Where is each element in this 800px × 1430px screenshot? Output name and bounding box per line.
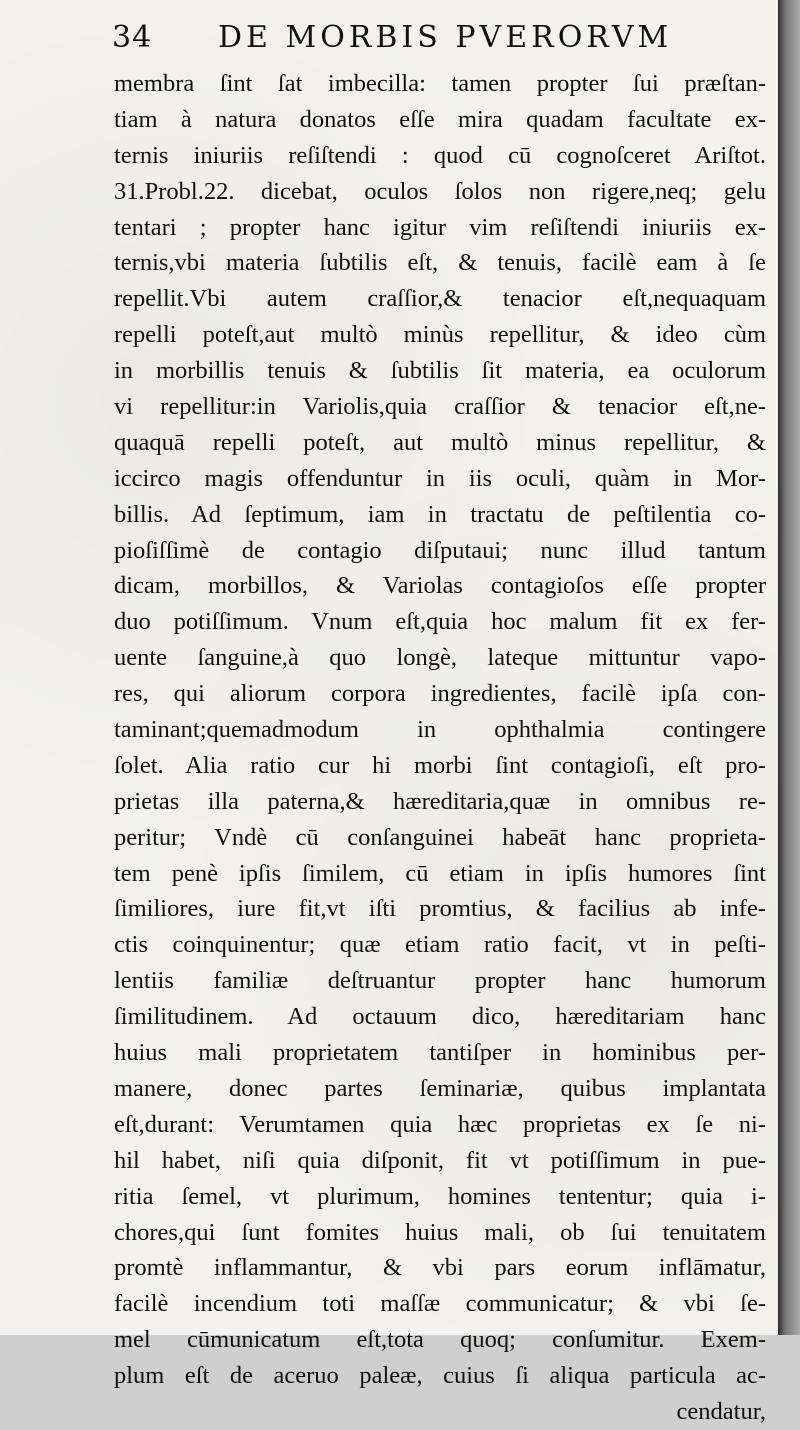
text-line: duo potiſſimum. Vnum eſt,quia hoc malum fit ex fer- xyxy=(114,608,766,636)
page-number: 34 xyxy=(112,20,153,55)
text-line: pioſiſſimè de contagio diſputaui; nunc illud tantum xyxy=(114,536,766,564)
text-line: ctis coinquinentur; quæ etiam ratio facit, vt in peſti- xyxy=(114,931,766,959)
running-title: DE MORBIS PVERORVM xyxy=(218,20,673,55)
text-line: repelli poteſt,aut multò minùs repellitur, & ideo cùm xyxy=(114,321,766,349)
text-line: hil habet, niſi quia diſponit, fit vt potiſſimum in pue- xyxy=(114,1146,766,1174)
text-line: repellit.Vbi autem craſſior,& tenacior eſt,nequaquam xyxy=(114,285,766,313)
text-line: taminant;quemadmodum in ophthalmia contingere xyxy=(114,716,766,744)
text-line: manere, donec partes ſeminariæ, quibus implantata xyxy=(114,1074,766,1102)
text-line: ritia ſemel, vt plurimum, homines tententur; quia i- xyxy=(114,1182,766,1210)
text-line: 31.Probl.22. dicebat, oculos ſolos non rigere,neq; gelu xyxy=(114,177,766,205)
text-line: vi repellitur:in Variolis,quia craſſior & tenacior eſt,ne- xyxy=(114,393,766,421)
text-line: billis. Ad ſeptimum, iam in tractatu de peſtilentia co- xyxy=(114,500,766,528)
text-line: dicam, morbillos, & Variolas contagioſos eſſe propter xyxy=(114,572,766,600)
text-line: huius mali proprietatem tantiſper in hominibus per- xyxy=(114,1039,766,1067)
text-line: tentari ; propter hanc igitur vim reſiſtendi iniuriis ex- xyxy=(114,213,766,241)
text-line: promtè inflammantur, & vbi pars eorum inflāmatur, xyxy=(114,1254,766,1282)
text-line: in morbillis tenuis & ſubtilis ſit materia, ea oculorum xyxy=(114,357,766,385)
text-line: peritur; Vndè cū conſanguinei habeāt hanc proprieta- xyxy=(114,823,766,851)
text-line: eſt,durant: Verumtamen quia hæc proprietas ex ſe ni- xyxy=(114,1110,766,1138)
page-header xyxy=(112,18,752,64)
text-line: membra ſint ſat imbecilla: tamen propter ſui præſtan- xyxy=(114,70,766,97)
text-line: ſolet. Alia ratio cur hi morbi ſint contagioſi, eſt pro- xyxy=(114,751,766,779)
book-gutter-edge xyxy=(778,0,800,1335)
text-line: tem penè ipſis ſimilem, cū etiam in ipſis humores ſint xyxy=(114,859,766,887)
text-line: iccirco magis offenduntur in iis oculi, quàm in Mor- xyxy=(114,464,766,492)
text-line: ſimilitudinem. Ad octauum dico, hæreditariam hanc xyxy=(114,1003,766,1031)
text-line: res, qui aliorum corpora ingredientes, facilè ipſa con- xyxy=(114,680,766,708)
text-line: tiam à natura donatos eſſe mira quadam facultate ex- xyxy=(114,105,766,133)
text-line: facilè incendium toti maſſæ communicatur; & vbi ſe- xyxy=(114,1290,766,1318)
text-line: cendatur, xyxy=(676,1397,766,1425)
text-line: ſimiliores, iure fit,vt iſti promtius, & facilius ab infe- xyxy=(114,895,766,923)
text-line: prietas illa paterna,& hæreditaria,quæ in omnibus re- xyxy=(114,787,766,815)
text-line: chores,qui ſunt fomites huius mali, ob ſui tenuitatem xyxy=(114,1218,766,1246)
text-line: quaquā repelli poteſt, aut multò minus repellitur, & xyxy=(114,428,766,456)
text-line: ternis iniuriis reſiſtendi : quod cū cognoſceret Ariſtot. xyxy=(114,141,766,169)
text-line: plum eſt de aceruo paleæ, cuius ſi aliqua particula ac- xyxy=(114,1362,766,1390)
text-line: lentiis familiæ deſtruantur propter hanc humorum xyxy=(114,967,766,995)
body-text xyxy=(114,66,766,1430)
text-line: ternis,vbi materia ſubtilis eſt, & tenuis, facilè eam à ſe xyxy=(114,249,766,277)
text-line: uente ſanguine,à quo longè, lateque mittuntur vapo- xyxy=(114,644,766,672)
text-line: mel cūmunicatum eſt,tota quoq; conſumitur. Exem- xyxy=(114,1326,766,1354)
